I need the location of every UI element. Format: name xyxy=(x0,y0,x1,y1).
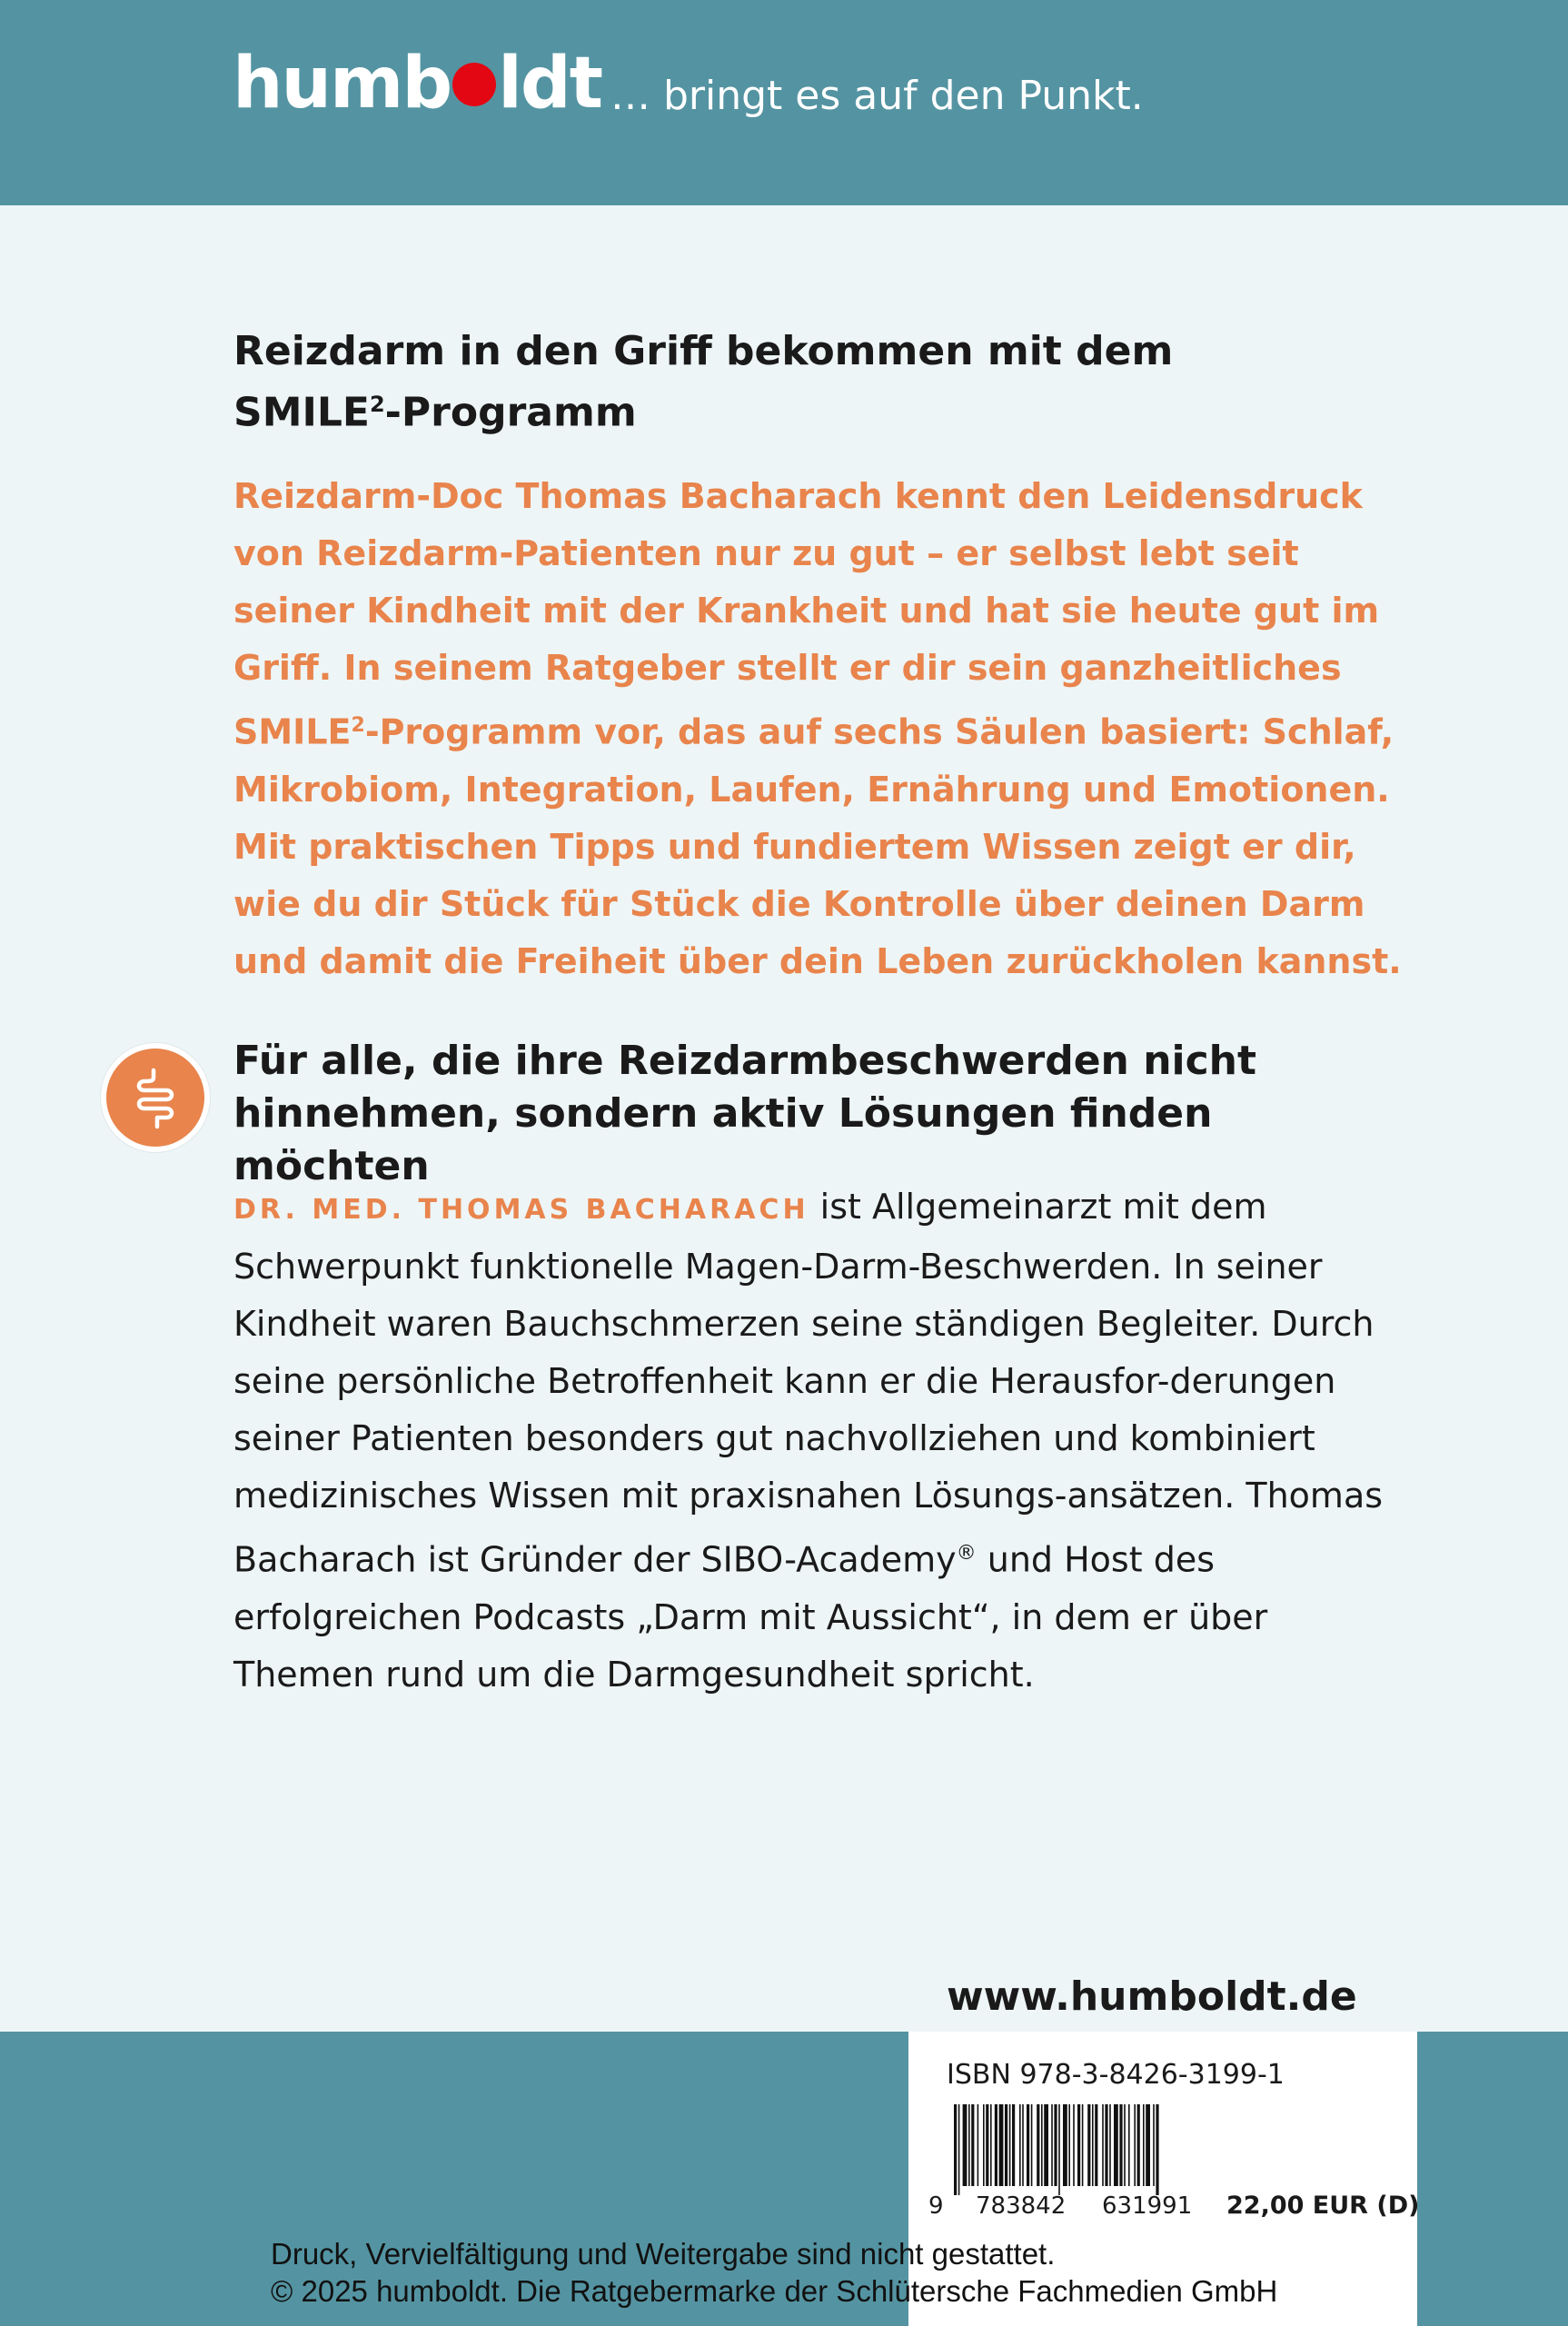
barcode-bar xyxy=(1095,2104,1097,2186)
barcode-bar xyxy=(1146,2104,1150,2186)
website-url[interactable]: www.humboldt.de xyxy=(947,1973,1357,2020)
barcode-bar xyxy=(1022,2104,1024,2186)
barcode-bar xyxy=(995,2104,997,2186)
barcode-bar xyxy=(1077,2104,1080,2186)
price: 22,00 EUR (D) xyxy=(1226,2192,1420,2220)
barcode-bar xyxy=(1031,2104,1033,2186)
section-heading-audience: Für alle, die ihre Reizdarmbeschwerden nicht hinnehmen, sondern aktiv Lösungen finden möchten xyxy=(233,1038,1257,1189)
barcode-bar xyxy=(1051,2104,1053,2186)
barcode-bar xyxy=(1105,2104,1107,2186)
barcode-bar xyxy=(1134,2104,1136,2186)
barcode-bar xyxy=(1137,2104,1140,2186)
barcode-bar xyxy=(1119,2104,1122,2186)
barcode-bar xyxy=(990,2104,992,2186)
barcode-bar xyxy=(986,2104,988,2186)
barcode-bar xyxy=(1058,2104,1060,2195)
barcode-bar xyxy=(983,2104,985,2186)
barcode-bar xyxy=(1068,2104,1070,2186)
barcode-bar xyxy=(1092,2104,1094,2186)
barcode-bar xyxy=(1063,2104,1067,2186)
legal-notice: Druck, Vervielfältigung und Weitergabe sind nicht gestattet. © 2025 humboldt. Die Ratgebermarke der Schlütersche Fachmedien GmbH xyxy=(271,2237,1278,2308)
barcode-bar xyxy=(1041,2104,1043,2186)
barcode-bar xyxy=(1156,2104,1158,2195)
barcode-bar xyxy=(1124,2104,1126,2186)
section-heading-smile: Reizdarm in den Griff bekommen mit dem SMILE$^2$-Programm xyxy=(233,328,1174,436)
barcode-bar xyxy=(999,2104,1004,2186)
barcode-bar xyxy=(1082,2104,1084,2186)
barcode-bar xyxy=(978,2104,979,2186)
barcode-bar xyxy=(1114,2104,1118,2186)
barcode-bar xyxy=(963,2104,968,2186)
intestine-icon xyxy=(101,1043,210,1152)
barcode-bar xyxy=(1128,2104,1130,2186)
barcode-bar xyxy=(1143,2104,1145,2186)
logo-red-dot xyxy=(452,63,496,106)
barcode-bar xyxy=(958,2104,960,2195)
barcode-bar xyxy=(1005,2104,1007,2186)
barcode-bar xyxy=(971,2104,974,2186)
author-bio: DR. MED. THOMAS BACHARACH ist Allgemeinarzt mit dem Schwerpunkt funktionelle Magen-Darm-Beschwerden. In seiner Kindheit waren Bauchschmerzen seine ständigen Begleiter. Durch seine persönliche Betroffenheit kann er die Herausfor-derungen seiner Patienten besonders gut nachvollziehen und kombiniert medizinisches Wissen mit praxisnahen Lösungs-ansätzen. Thomas Bacharach ist Gründer der SIBO-Academy® und Host des erfolgreichen Podcasts „Darm mit Aussicht“, in dem er über Themen rund um die Darmgesundheit spricht. xyxy=(233,1187,1384,1695)
barcode-bar xyxy=(1109,2104,1111,2186)
tagline: … bringt es auf den Punkt. xyxy=(610,73,1144,119)
barcode-right-digits: 631991 xyxy=(1102,2192,1193,2220)
barcode-bar xyxy=(1027,2104,1029,2186)
barcode-bar xyxy=(1054,2104,1057,2186)
barcode-bar xyxy=(1073,2104,1075,2186)
barcode-bar xyxy=(1102,2104,1104,2186)
barcode xyxy=(954,2104,1217,2195)
barcode-bar xyxy=(1087,2104,1090,2186)
author-name: DR. MED. THOMAS BACHARACH xyxy=(233,1194,809,1226)
barcode-bar xyxy=(1012,2104,1015,2186)
lead-paragraph: Reizdarm-Doc Thomas Bacharach kennt den Leidensdruck von Reizdarm-Patienten nur zu gut – er selbst lebt seit seiner Kindheit mit der Krankheit und hat sie heute gut im Griff. In seinem Ratgeber stellt er dir sein ganzheitliches SMILE$^2$-Programm vor, das auf sechs Säulen basiert: Schlaf, Mikrobiom, Integration, Laufen, Ernährung und Emotionen. Mit praktischen Tipps und fundiertem Wissen zeigt er dir, wie du dir Stück für Stück die Kontrolle über deinen Darm und damit die Freiheit über dein Leben zurückholen kannst. xyxy=(233,476,1402,981)
barcode-left-digits: 783842 xyxy=(976,2192,1067,2220)
barcode-bar xyxy=(968,2104,970,2186)
barcode-bar xyxy=(1019,2104,1021,2186)
isbn-number: ISBN 978-3-8426-3199-1 xyxy=(947,2059,1285,2091)
barcode-bar xyxy=(1044,2104,1048,2186)
barcode-first-digit: 9 xyxy=(928,2192,944,2220)
barcode-bar xyxy=(1009,2104,1011,2186)
humboldt-logo: humb ldt xyxy=(233,43,602,124)
barcode-bar xyxy=(954,2104,957,2195)
barcode-bar xyxy=(1153,2104,1155,2186)
barcode-bar xyxy=(1037,2104,1039,2186)
